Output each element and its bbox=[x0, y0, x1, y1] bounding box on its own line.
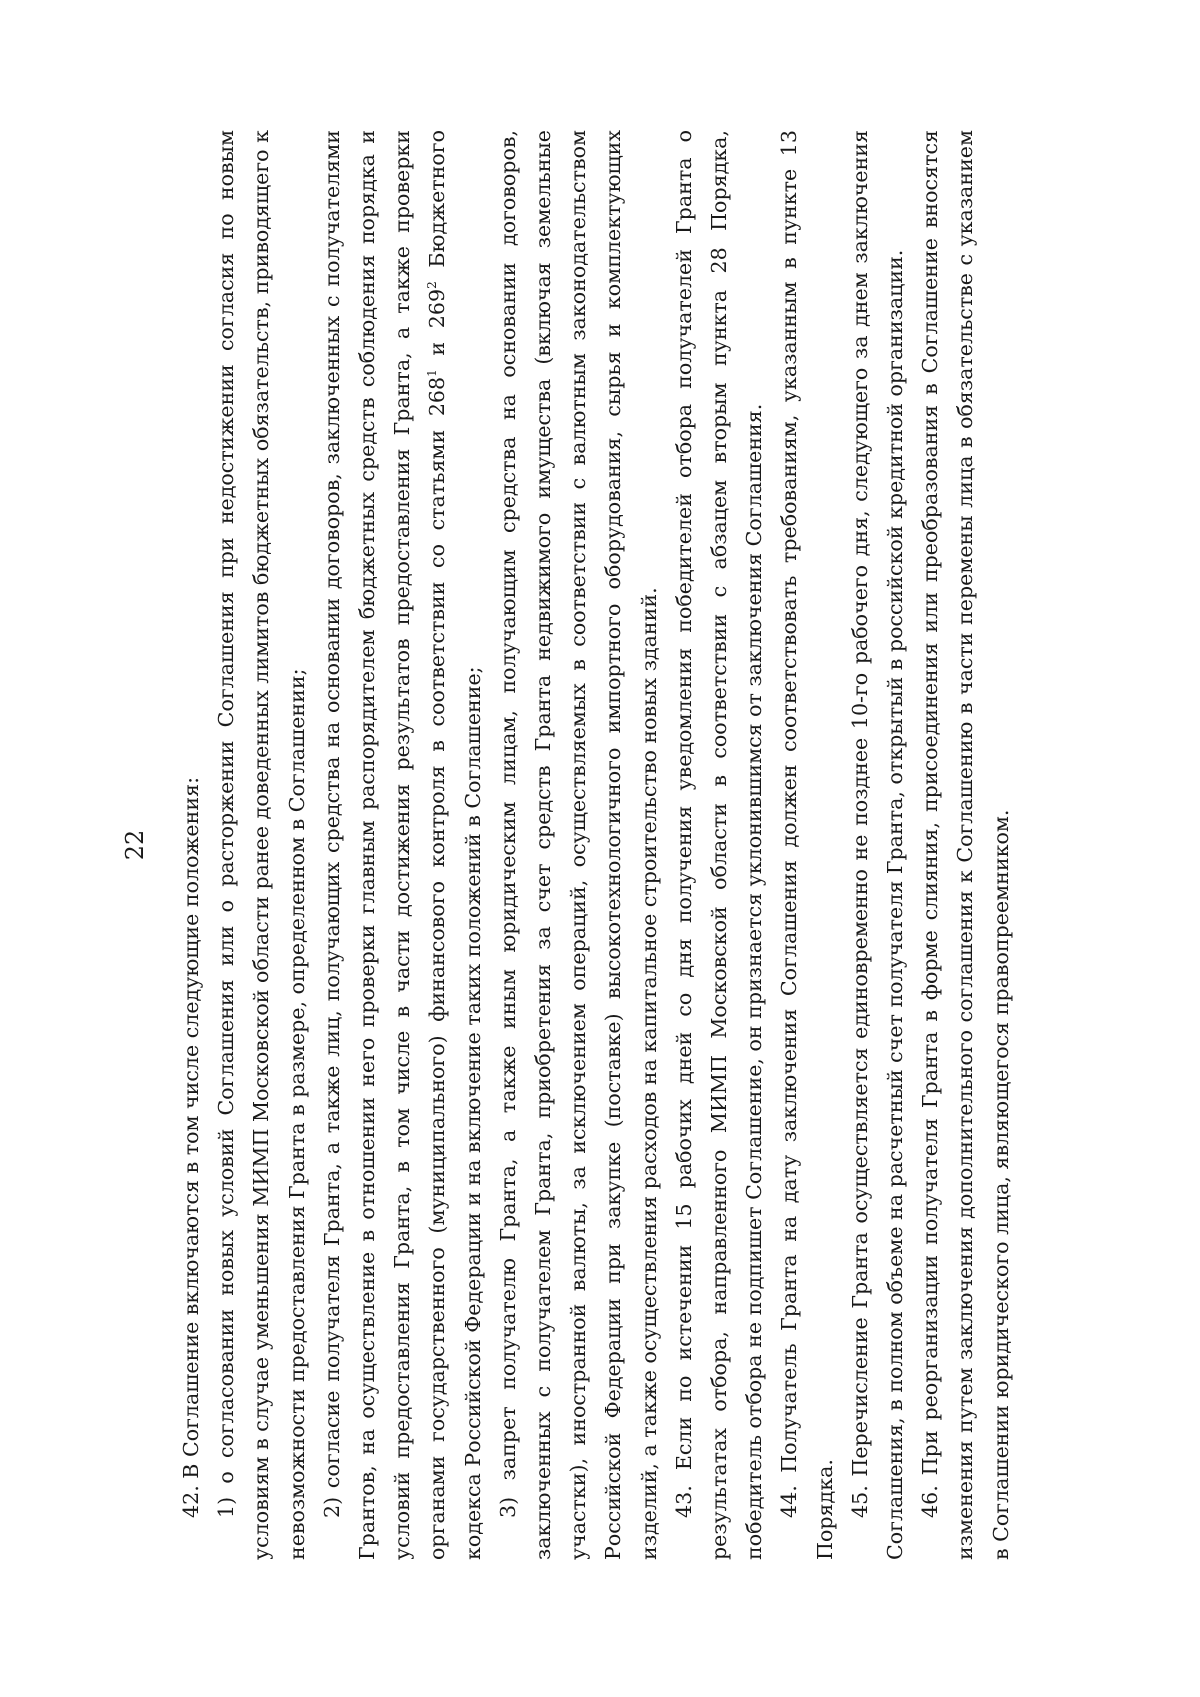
paragraph-42-intro: 42. В Соглашение включаются в том числе следующие положения: bbox=[179, 776, 203, 1518]
paragraph-42-item-2-end: Бюджетного кодекса Российской Федерации и на включение таких положений в Соглашение; bbox=[425, 130, 485, 1560]
paragraph-43: 43. Если по истечении 15 рабочих дней со дня получения уведомления победителей отбора получателей Гранта о результатах отбора, направленного МИМП Московской области в соответствии с абзацем вторым пункта 28 Порядка, победитель отбора не подпишет Соглашение, он признается уклонившимся от заключения Соглашения. bbox=[671, 130, 767, 1560]
document-body bbox=[174, 130, 1019, 1560]
superscript-article-268: 1 bbox=[425, 369, 440, 377]
rotated-page-content bbox=[120, 130, 1080, 1560]
paragraph-42-item-3: 3) запрет получателю Гранта, а также иным юридическим лицам, получающим средства на основании договоров, заключенных с получателем Гранта, приобретения за счет средств Гранта недвижимого имущества (включая земельные участки), иностранной валюты, за исключением операций, осуществляемых в соответствии с валютным законодательством Российской Федерации при закупке (поставке) высокотехнологичного импортного оборудования, сырья и комплектующих изделий, а также осуществления расходов на капитальное строительство новых зданий. bbox=[495, 130, 661, 1560]
page-number: 22 bbox=[121, 829, 149, 861]
paragraph-44: 44. Получатель Гранта на дату заключения Соглашения должен соответствовать требованиям, указанным в пункте 13 Порядка. bbox=[777, 130, 837, 1560]
paragraph-42-item-2-text: 2) согласие получателя Гранта, а также лиц, получающих средства на основании договоров, заключенных с получателями Грантов, на осуществление в отношении него проверки главным распорядителем бюджетных средств соблюдения порядка и условий предоставления Гранта, в том числе в части достижения результатов предоставления Гранта, а также проверки органами государственного (муниципального) финансового контроля в соответствии со статьями 268 bbox=[319, 130, 450, 1560]
superscript-article-269: 2 bbox=[425, 281, 440, 289]
paragraph-42-item-1: 1) о согласовании новых условий Соглашения или о расторжении Соглашения при недостижении согласия по новым условиям в случае уменьшения МИМП Московской области ранее доведенных лимитов бюджетных обязательств, приводящего к невозможности предоставления Гранта в размере, определенном в Соглашении; bbox=[214, 130, 309, 1560]
paragraph-45: 45. Перечисление Гранта осуществляется единовременно не позднее 10-го рабочего дня, следующего за днем заключения Соглашения, в полном объеме на расчетный счет получателя Гранта, открытый в российской кредитной организации. bbox=[847, 130, 908, 1560]
paragraph-46: 46. При реорганизации получателя Гранта в форме слияния, присоединения или преобразования в Соглашение вносятся изменения путем заключения дополнительного соглашения к Соглашению в части перемены лица в обязательстве с указанием в Соглашении юридического лица, являющегося правопреемником. bbox=[918, 130, 1013, 1560]
paragraph-42-item-2 bbox=[315, 130, 491, 1560]
paragraph-42-item-2-mid: и 269 bbox=[425, 288, 450, 370]
